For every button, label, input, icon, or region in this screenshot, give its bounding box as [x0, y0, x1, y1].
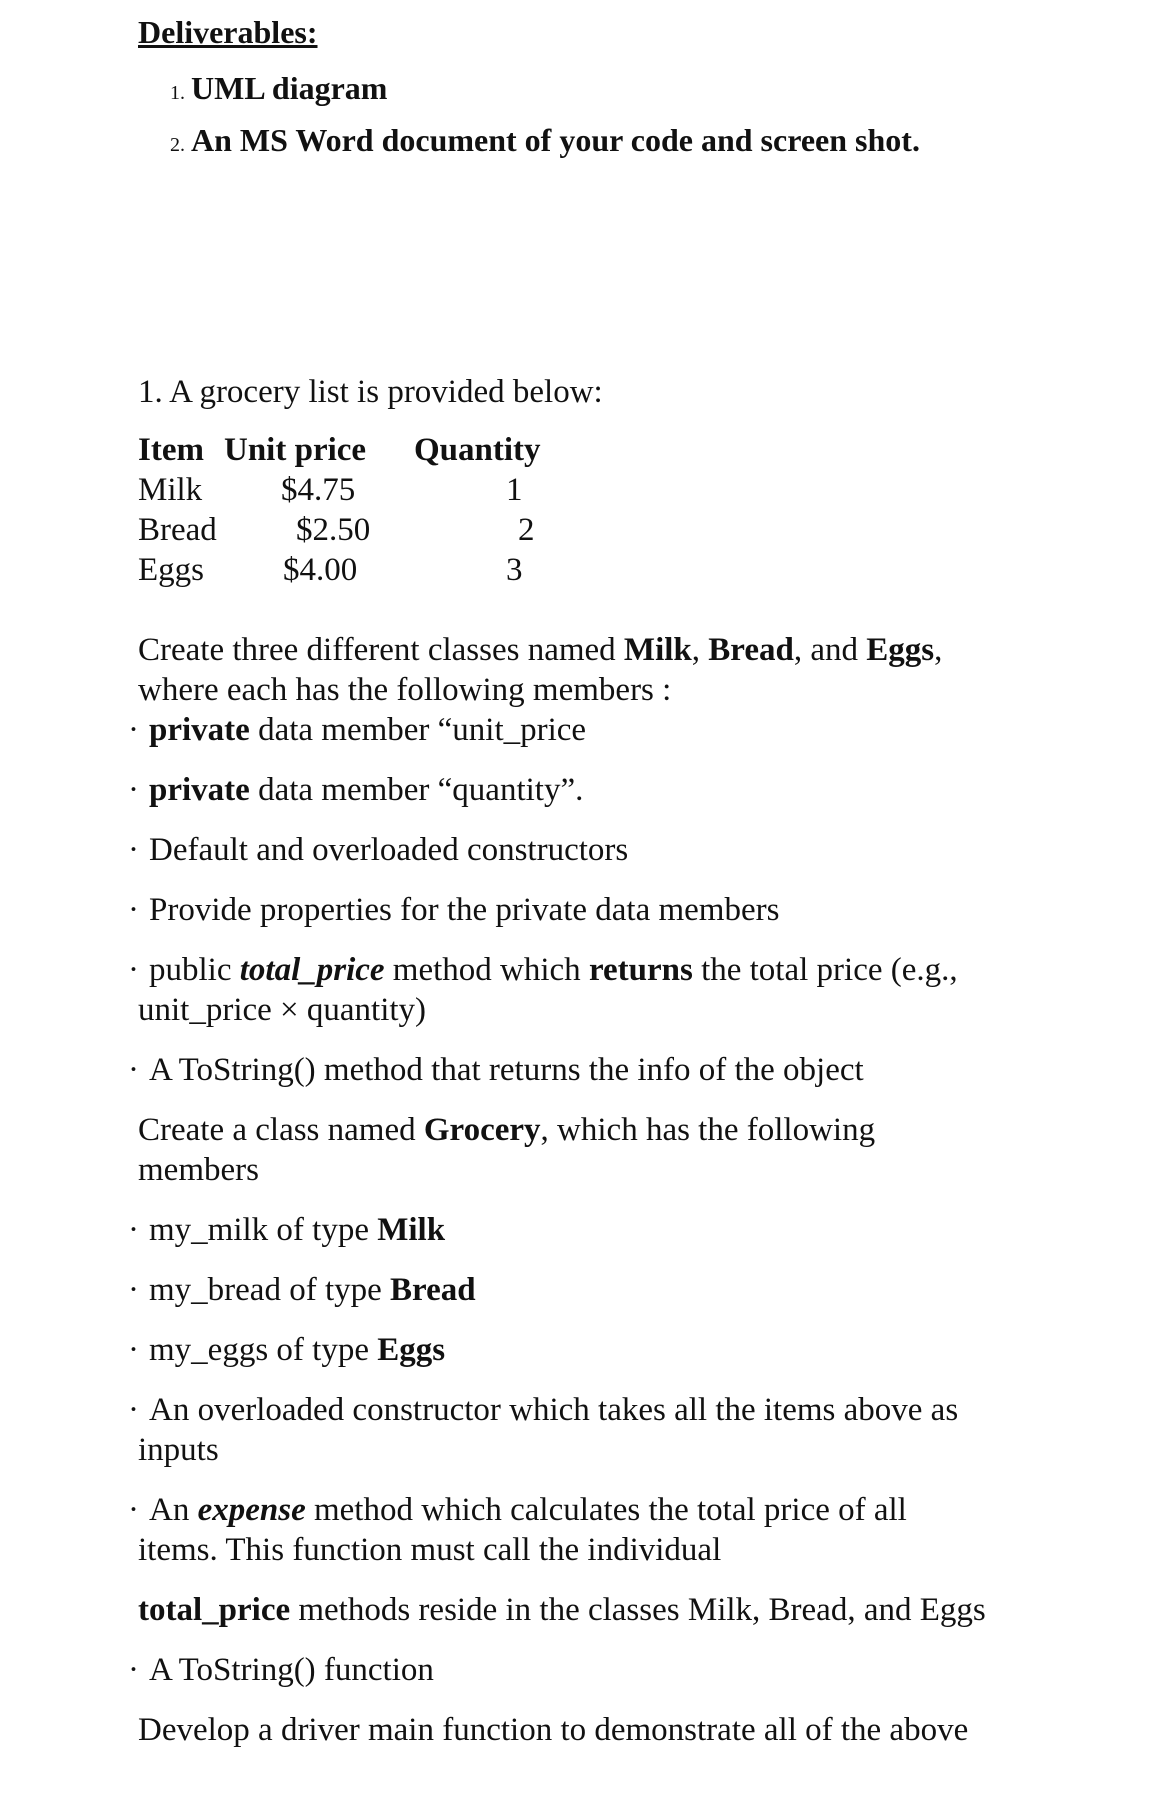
text: method which calculates the total price of all — [305, 1492, 907, 1528]
bullet-item — [128, 1332, 445, 1369]
bullet-item — [128, 1052, 864, 1089]
bullet-item-continuation: items. This function must call the individual — [138, 1532, 722, 1568]
text: , — [934, 632, 943, 668]
bullet-dot: · — [128, 832, 139, 868]
text: data member “quantity”. — [249, 772, 584, 808]
class-name-grocery: Grocery — [423, 1112, 541, 1148]
text: public — [149, 952, 240, 988]
table-cell: $4.00 — [283, 552, 358, 588]
table-cell: Eggs — [138, 552, 204, 588]
table-cell: 3 — [506, 552, 523, 588]
text: A ToString() method that returns the info of the object — [149, 1052, 864, 1088]
text: method which — [384, 952, 589, 988]
list-number: 2. — [170, 134, 185, 156]
deliverable-item — [170, 70, 387, 107]
type-name-bread: Bread — [390, 1272, 476, 1308]
text: methods reside in the classes Milk, Bread, and Eggs — [290, 1592, 986, 1628]
type-name-eggs: Eggs — [377, 1332, 446, 1368]
table-cell: 2 — [518, 512, 535, 548]
method-name-total-price: total_price — [138, 1592, 291, 1628]
keyword-private: private — [149, 772, 250, 808]
text: Create three different classes named — [138, 632, 624, 668]
bullet-dot: · — [128, 1492, 139, 1528]
class-name-eggs: Eggs — [866, 632, 935, 668]
method-name-total-price: total_price — [239, 952, 385, 988]
bullet-item-continuation: inputs — [138, 1432, 219, 1468]
text: Create a class named — [138, 1112, 424, 1148]
text: the total price (e.g., — [692, 952, 958, 988]
class-name-milk: Milk — [623, 632, 692, 668]
table-cell: $4.75 — [281, 472, 356, 508]
table-cell: $2.50 — [296, 512, 371, 548]
grocery-paragraph-line1 — [138, 1112, 875, 1149]
bullet-dot: · — [128, 892, 139, 928]
text: Provide properties for the private data members — [149, 892, 780, 928]
keyword-private: private — [149, 712, 250, 748]
problem-intro: 1. A grocery list is provided below: — [138, 374, 603, 410]
bullet-dot: · — [128, 952, 139, 988]
paragraph-line — [138, 1592, 986, 1629]
text: An — [149, 1492, 198, 1528]
text: Default and overloaded constructors — [149, 832, 629, 868]
table-header-quantity: Quantity — [414, 432, 541, 468]
bullet-dot: · — [128, 772, 139, 808]
bullet-item — [128, 1652, 434, 1689]
bullet-item — [128, 892, 779, 929]
bullet-dot: · — [128, 1332, 139, 1368]
text: my_milk of type — [149, 1212, 378, 1248]
text: , which has the following — [540, 1112, 876, 1148]
bullet-item — [128, 1272, 476, 1309]
text: my_bread of type — [149, 1272, 391, 1308]
type-name-milk: Milk — [377, 1212, 446, 1248]
table-header-item: Item — [138, 432, 204, 468]
keyword-returns: returns — [588, 952, 693, 988]
deliverables-heading: Deliverables: — [138, 14, 318, 50]
bullet-item-continuation: unit_price × quantity) — [138, 992, 427, 1028]
table-header-unit-price: Unit price — [224, 432, 367, 468]
bullet-dot: · — [128, 1212, 139, 1248]
text: , — [691, 632, 709, 668]
list-number: 1. — [170, 82, 185, 104]
method-name-expense: expense — [197, 1492, 306, 1528]
deliverable-label: An MS Word document of your code and screen shot. — [191, 122, 920, 158]
text: An overloaded constructor which takes all the items above as — [149, 1392, 959, 1428]
bullet-item — [128, 1392, 958, 1429]
bullet-item — [128, 832, 628, 869]
bullet-item — [128, 1212, 445, 1249]
deliverable-item — [170, 122, 920, 159]
table-cell: 1 — [506, 472, 523, 508]
bullet-dot: · — [128, 1052, 139, 1088]
table-cell: Bread — [138, 512, 217, 548]
bullet-dot: · — [128, 1272, 139, 1308]
bullet-dot: · — [128, 712, 139, 748]
text: A ToString() function — [149, 1652, 434, 1688]
bullet-item — [128, 772, 583, 809]
classes-paragraph-line1 — [138, 632, 942, 669]
deliverable-label: UML diagram — [191, 70, 388, 106]
bullet-item — [128, 1492, 907, 1529]
grocery-paragraph-line2: members — [138, 1152, 259, 1188]
text: data member “unit_price — [249, 712, 587, 748]
class-name-bread: Bread — [708, 632, 794, 668]
bullet-dot: · — [128, 1652, 139, 1688]
table-cell: Milk — [138, 472, 203, 508]
text: my_eggs of type — [149, 1332, 378, 1368]
bullet-dot: · — [128, 1392, 139, 1428]
text: , and — [793, 632, 867, 668]
bullet-item — [128, 952, 958, 989]
bullet-item — [128, 712, 586, 749]
closing-instruction: Develop a driver main function to demonstrate all of the above — [138, 1712, 969, 1748]
classes-paragraph-line2: where each has the following members : — [138, 672, 672, 708]
